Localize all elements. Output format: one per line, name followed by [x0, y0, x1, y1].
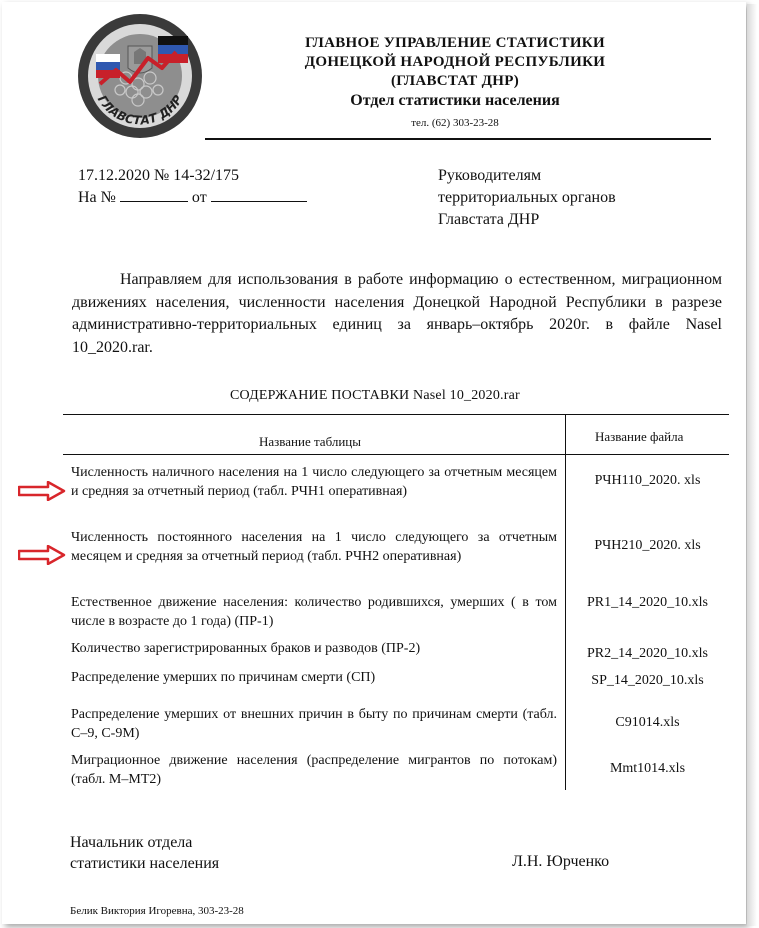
glavstat-logo	[76, 12, 204, 140]
table-cell-name: Естественное движение населения: количество родившихся, умерших ( в том числе в возрасте до 1 года) (ПР-1)	[71, 595, 557, 629]
table-cell-file: SP_14_2020_10.xls	[591, 673, 704, 688]
contents-title: СОДЕРЖАНИЕ ПОСТАВКИ Nasel 10_2020.rar	[230, 388, 520, 403]
red-arrow-icon	[18, 481, 66, 501]
org-name-line1: ГЛАВНОЕ УПРАВЛЕНИЕ СТАТИСТИКИ	[305, 35, 605, 51]
table-cell-name: Количество зарегистрированных браков и разводов (ПР-2)	[71, 641, 421, 656]
signature-name: Л.Н. Юрченко	[512, 853, 610, 870]
table-top-border	[63, 414, 729, 415]
table-cell-name: Численность наличного населения на 1 число следующего за отчетным месяцем и средняя за отчетный период (табл. РЧН1 оперативная)	[71, 465, 557, 499]
header-rule	[205, 138, 711, 140]
executor-footer: Белик Виктория Игоревна, 303-23-28	[70, 905, 244, 917]
reference-prefix: На №	[78, 189, 116, 206]
phone-number: тел. (62) 303-23-28	[411, 117, 499, 129]
org-name-line2: ДОНЕЦКОЙ НАРОДНОЙ РЕСПУБЛИКИ	[304, 54, 606, 70]
table-cell-file: PR2_14_2020_10.xls	[587, 646, 708, 661]
red-arrow-icon	[18, 545, 66, 565]
table-cell-name: Численность постоянного населения на 1 число следующего за отчетным месяцем и средняя за отчетный период (табл. РЧН2 оперативная)	[71, 530, 557, 564]
recipient-line3: Главстата ДНР	[438, 211, 540, 228]
table-cell-file: РЧН210_2020. xls	[594, 538, 701, 553]
page-shadow	[747, 4, 757, 926]
table-header-border	[63, 454, 729, 455]
table-cell-file: Mmt1014.xls	[609, 761, 686, 776]
table-cell-name: Миграционное движение населения (распределение мигрантов по потокам) (табл. М–МТ2)	[71, 753, 557, 787]
header-table-name: Название таблицы	[259, 434, 362, 449]
recipient	[438, 165, 616, 231]
letter-reference	[78, 165, 307, 209]
body-text: Направляем для использования в работе информацию о естественном, миграционном движениях населения, численности населения Донецкой Народной Республики в разрезе административно-территориальных единиц за январь–октябрь 2020г. в файле Nasel 10_2020.rar.	[72, 271, 722, 356]
signature-position	[70, 832, 219, 874]
reference-date-blank	[211, 187, 307, 202]
signature-position-line2: статистики населения	[70, 855, 220, 872]
body-paragraph	[72, 269, 722, 359]
reference-number-blank	[120, 187, 188, 202]
reference-from: от	[191, 189, 207, 206]
table-cell-file: PR1_14_2020_10.xls	[587, 595, 708, 610]
signature-position-line1: Начальник отдела	[70, 834, 193, 851]
table-cell-file: С91014.xls	[615, 715, 680, 730]
recipient-line2: территориальных органов	[438, 189, 616, 206]
table-cell-name: Распределение умерших по причинам смерти (СП)	[71, 670, 376, 685]
table-cell-file: РЧН110_2020. xls	[594, 473, 701, 488]
org-header	[250, 34, 660, 91]
header-file-name: Название файла	[595, 429, 684, 444]
table-cell-name: Распределение умерших от внешних причин в быту по причинам смерти (табл. С–9, С-9М)	[71, 707, 557, 741]
reference-line	[78, 187, 307, 209]
logo-text: ГЛАВСТАТ ДНР	[94, 92, 186, 128]
recipient-line1: Руководителям	[438, 167, 542, 184]
org-name-line3: (ГЛАВСТАТ ДНР)	[391, 73, 519, 89]
date-number: 17.12.2020 № 14-32/175	[78, 167, 240, 184]
department-name: Отдел статистики населения	[350, 92, 560, 109]
